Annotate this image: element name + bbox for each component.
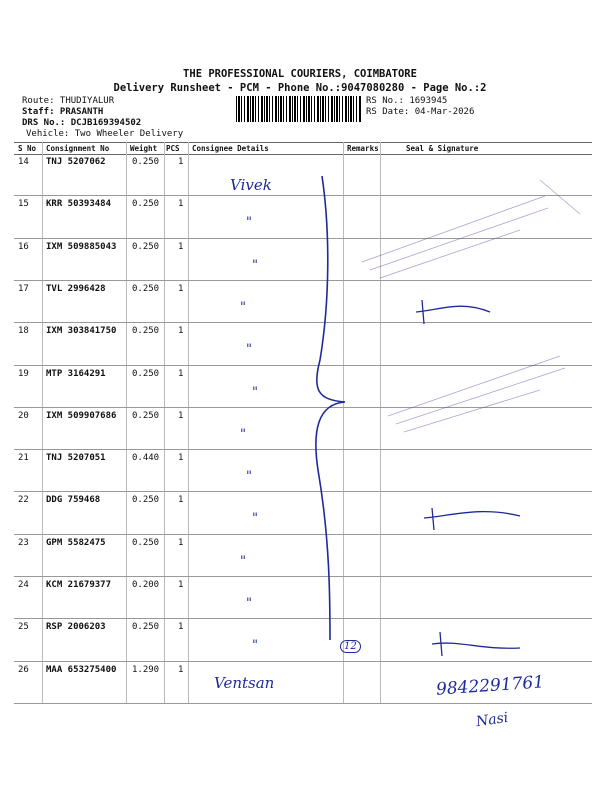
row-consignment-no: TNJ 5207062 [46,157,106,167]
rs-date: RS Date: 04-Mar-2026 [366,107,475,117]
row-pcs: 1 [178,580,184,590]
row-weight: 0.250 [132,495,160,506]
staff-label: Staff: PRASANTH [22,107,104,117]
row-sno: 22 [18,495,29,506]
col-header-signature: Seal & Signature [406,144,479,153]
handwritten-name: Nasi [475,709,510,731]
rs-number: RS No.: 1693945 [366,96,448,106]
vehicle-label: Vehicle: Two Wheeler Delivery [26,129,184,139]
row-pcs: 1 [178,283,184,294]
ditto-mark: " [246,469,252,485]
row-weight: 0.200 [132,580,160,590]
row-weight: 0.250 [132,326,160,337]
ditto-mark: " [240,553,246,569]
row-consignment-no: GPM 5582475 [46,537,106,548]
row-sno: 21 [18,453,29,464]
row-consignment-no: RSP 2006203 [46,622,106,633]
company-stamp [362,180,580,432]
row-sno: 25 [18,622,29,633]
row-sno: 16 [18,241,29,252]
row-pcs: 1 [178,537,184,548]
ditto-mark: " [240,299,246,315]
col-header-remarks: Remarks [347,144,379,153]
ditto-mark: " [252,257,258,273]
signature-scribble [432,632,520,656]
row-weight: 0.440 [132,453,160,464]
row-weight: 0.250 [132,283,160,294]
row-pcs: 1 [178,410,184,421]
col-header-pcs: PCS [166,144,180,153]
route-label: Route: THUDIYALUR [22,96,115,106]
row-pcs: 1 [178,453,184,464]
col-header-weight: Weight [130,144,158,153]
ditto-mark: " [240,426,246,442]
ditto-mark: " [252,638,258,654]
row-consignment-no: MAA 653275400 [46,664,117,675]
row-weight: 1.290 [132,664,160,675]
row-sno: 24 [18,580,29,590]
row-sno: 18 [18,326,29,337]
row-weight: 0.250 [132,410,160,421]
document-subtitle: Delivery Runsheet - PCM - Phone No.:9047080280 - Page No.:2 [113,82,487,94]
signature-scribble [416,300,490,324]
signature-scribble [424,508,520,530]
row-sno: 20 [18,410,29,421]
row-weight: 0.250 [132,622,160,633]
row-pcs: 1 [178,495,184,506]
row-weight: 0.250 [132,157,160,167]
drs-number: DRS No.: DCJB169394502 [22,118,142,128]
ditto-mark: " [252,511,258,527]
consignee-handwriting-last: Ventsan [214,674,275,692]
row-consignment-no: KRR 50393484 [46,199,112,210]
row-sno: 14 [18,157,29,167]
row-pcs: 1 [178,241,184,252]
row-consignment-no: MTP 3164291 [46,368,106,379]
ditto-mark: " [246,342,252,358]
row-sno: 26 [18,664,29,675]
col-header-sno: S No [18,144,37,153]
document-title: THE PROFESSIONAL COURIERS, COIMBATORE [183,68,417,80]
row-pcs: 1 [178,622,184,633]
row-consignment-no: IXM 303841750 [46,326,117,337]
row-sno: 23 [18,537,29,548]
col-header-consignee: Consignee Details [192,144,269,153]
row-weight: 0.250 [132,537,160,548]
col-header-consignment: Consignment No [46,144,110,153]
ditto-mark: " [246,596,252,611]
row-pcs: 1 [178,326,184,337]
row-consignment-no: KCM 21679377 [46,580,112,590]
handwritten-phone: 9842291761 [435,672,545,700]
row-weight: 0.250 [132,241,160,252]
row-sno: 17 [18,283,29,294]
brace-mark [316,176,345,640]
remark-mark: 12 [340,640,361,653]
ditto-mark: " [246,215,252,231]
row-consignment-no: DDG 759468 [46,495,101,506]
row-consignment-no: TVL 2996428 [46,283,106,294]
row-pcs: 1 [178,368,184,379]
row-consignment-no: IXM 509885043 [46,241,117,252]
row-pcs: 1 [178,157,184,167]
ditto-mark: " [252,384,258,400]
row-consignment-no: TNJ 5207051 [46,453,106,464]
row-weight: 0.250 [132,368,160,379]
row-pcs: 1 [178,199,184,210]
row-sno: 15 [18,199,29,210]
row-sno: 19 [18,368,29,379]
row-consignment-no: IXM 509907686 [46,410,117,421]
row-pcs: 1 [178,664,184,675]
row-weight: 0.250 [132,199,160,210]
consignee-handwriting: Vivek [230,176,272,194]
